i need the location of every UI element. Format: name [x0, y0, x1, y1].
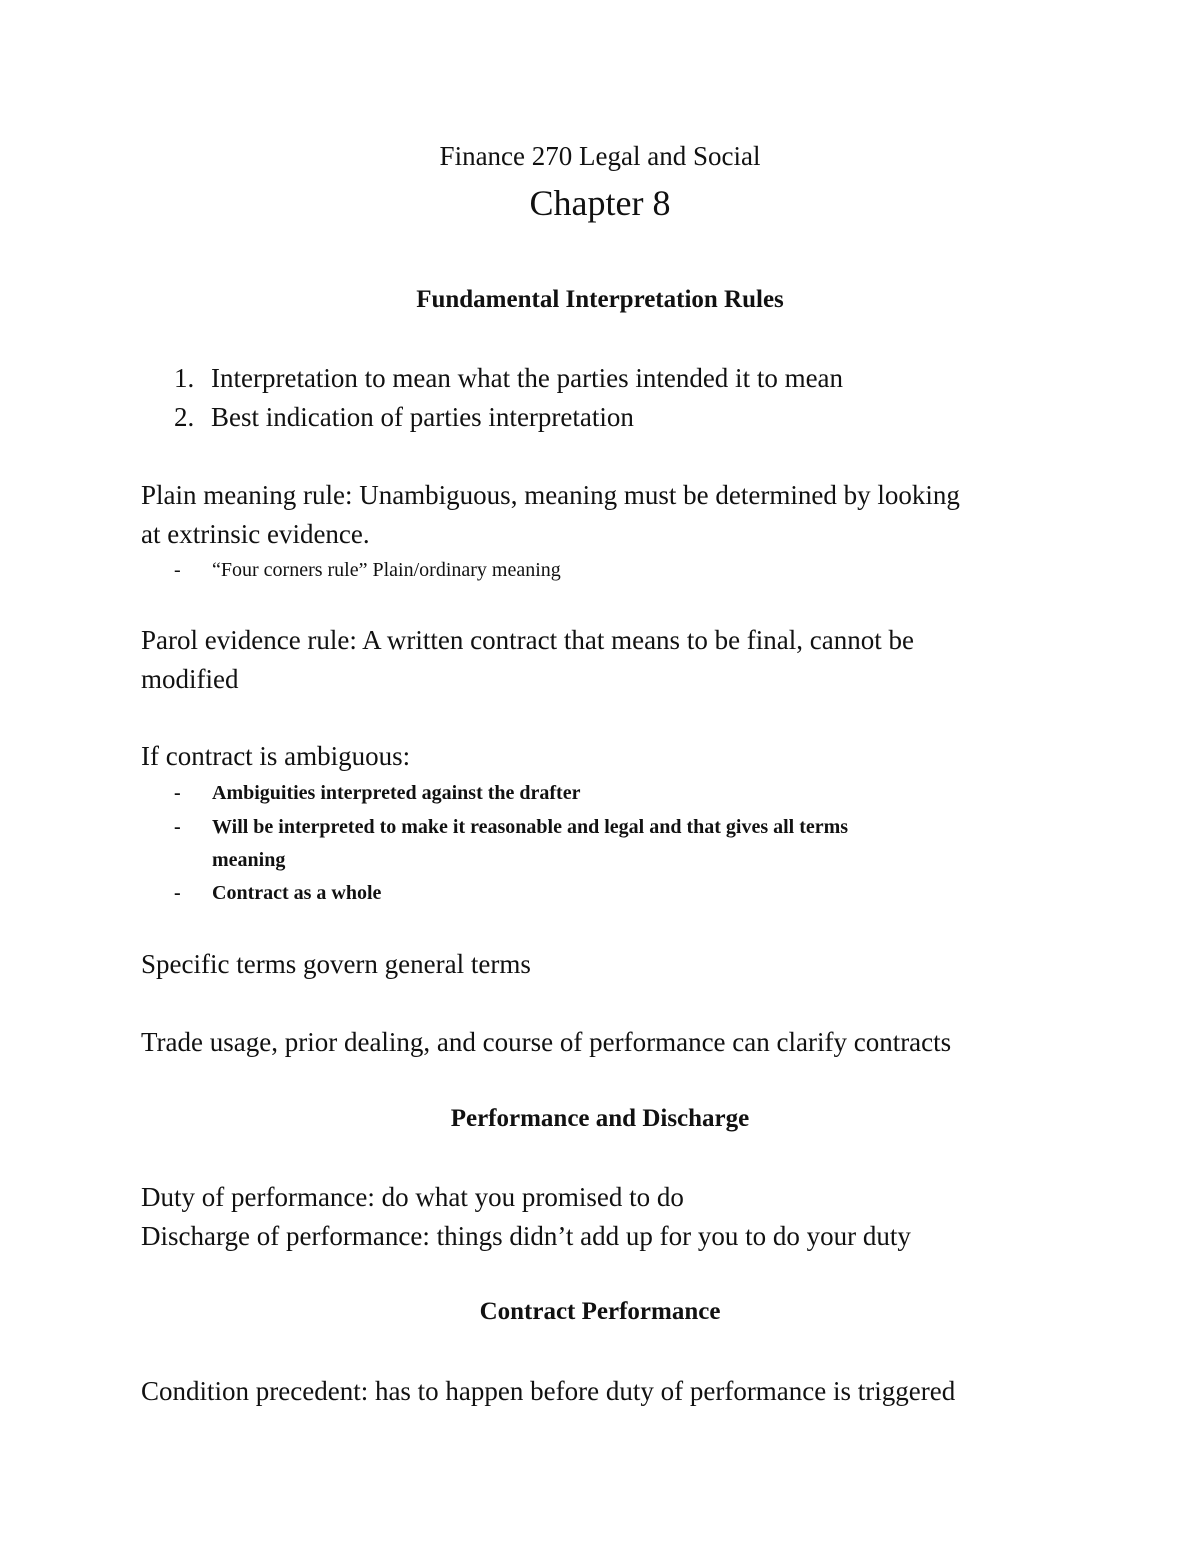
- chapter-title: Chapter 8: [529, 183, 671, 223]
- plain-meaning-rule-line1: Plain meaning rule: Unambiguous, meaning must be determined by looking: [141, 480, 960, 510]
- list-number: 2.: [174, 402, 195, 432]
- ambiguous-bullet: Ambiguities interpreted against the drafter: [212, 782, 581, 804]
- bullet-dash: -: [174, 882, 181, 904]
- trade-usage: Trade usage, prior dealing, and course of performance can clarify contracts: [141, 1027, 952, 1057]
- parol-evidence-line2: modified: [141, 664, 239, 694]
- specific-terms: Specific terms govern general terms: [141, 949, 531, 979]
- section-heading-performance-discharge: Performance and Discharge: [450, 1105, 750, 1132]
- list-number: 1.: [174, 363, 195, 393]
- discharge-of-performance: Discharge of performance: things didn’t add up for you to do your duty: [141, 1221, 911, 1251]
- ambiguous-bullet: Contract as a whole: [212, 882, 382, 904]
- parol-evidence-line1: Parol evidence rule: A written contract that means to be final, cannot be: [141, 625, 914, 655]
- section-heading-interpretation: Fundamental Interpretation Rules: [416, 286, 784, 313]
- ambiguous-intro: If contract is ambiguous:: [141, 741, 411, 771]
- bullet-dash: -: [174, 559, 181, 581]
- bullet-dash: -: [174, 782, 181, 804]
- duty-of-performance: Duty of performance: do what you promised to do: [141, 1182, 684, 1212]
- plain-meaning-rule-line2: at extrinsic evidence.: [141, 519, 370, 549]
- ambiguous-bullet: Will be interpreted to make it reasonable and legal and that gives all terms: [212, 816, 849, 838]
- list-item: Best indication of parties interpretation: [211, 402, 634, 432]
- course-title: Finance 270 Legal and Social: [439, 141, 761, 171]
- ambiguous-bullet-continuation: meaning: [212, 849, 286, 871]
- section-heading-contract-performance: Contract Performance: [479, 1298, 721, 1325]
- bullet-dash: -: [174, 816, 181, 838]
- list-item: Interpretation to mean what the parties intended it to mean: [211, 363, 844, 393]
- condition-precedent: Condition precedent: has to happen before duty of performance is triggered: [141, 1376, 956, 1406]
- four-corners-bullet: “Four corners rule” Plain/ordinary meaning: [212, 559, 561, 581]
